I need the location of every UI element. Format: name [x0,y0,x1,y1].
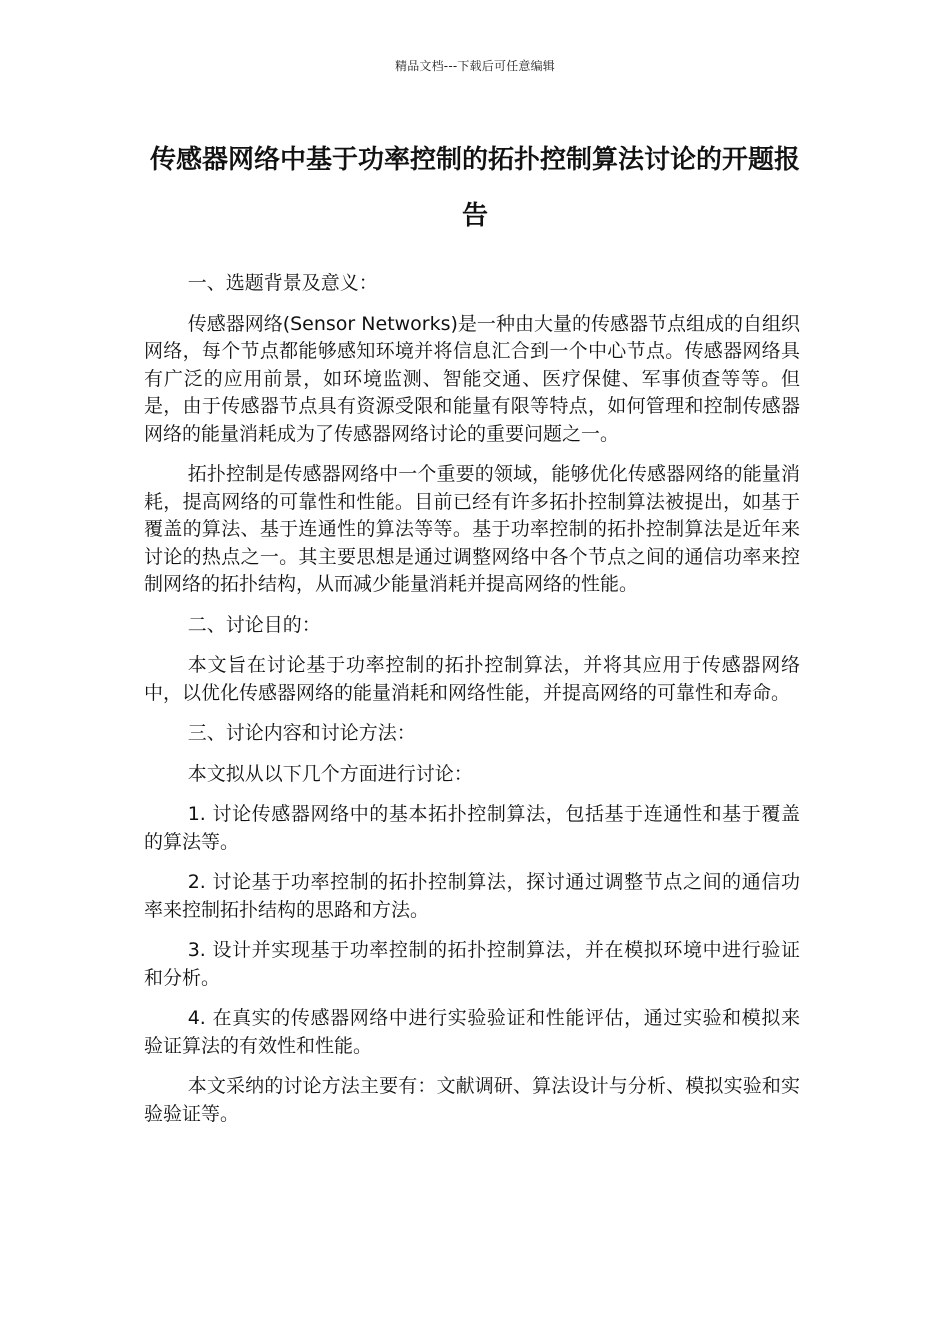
document-title: 传感器网络中基于功率控制的拓扑控制算法讨论的开题报告 [149,145,800,231]
document-body [144,270,800,1141]
paragraph-background-2: 拓扑控制是传感器网络中一个重要的领域，能够优化传感器网络的能量消耗，提高网络的可靠性和性能。目前已经有许多拓扑控制算法被提出，如基于覆盖的算法、基于连通性的算法等等。基于功率控制的拓扑控制算法是近年来讨论的热点之一。其主要思想是通过调整网络中各个节点之间的通信功率来控制网络的拓扑结构，从而减少能量消耗并提高网络的性能。 [144,463,800,595]
paragraph-methods: 本文采纳的讨论方法主要有：文献调研、算法设计与分析、模拟实验和实验验证等。 [144,1075,800,1125]
list-item-3: 3. 设计并实现基于功率控制的拓扑控制算法，并在模拟环境中进行验证和分析。 [144,939,800,989]
list-item-2: 2. 讨论基于功率控制的拓扑控制算法，探讨通过调整节点之间的通信功率来控制拓扑结构的思路和方法。 [144,871,800,921]
section-heading-content-methods: 三、讨论内容和讨论方法： [187,722,416,744]
section-heading-purpose: 二、讨论目的： [187,613,321,636]
paragraph-background-1: 传感器网络(Sensor Networks)是一种由大量的传感器节点组成的自组织网络，每个节点都能够感知环境并将信息汇合到一个中心节点。传感器网络具有广泛的应用前景，如环境监测、智能交通、医疗保健、军事侦查等等。但是，由于传感器节点具有资源受限和能量有限等特点，如何管理和控制传感器网络的能量消耗成为了传感器网络讨论的重要问题之一。 [144,312,800,445]
paragraph-content-intro: 本文拟从以下几个方面进行讨论： [187,762,473,785]
list-item-1: 1. 讨论传感器网络中的基本拓扑控制算法，包括基于连通性和基于覆盖的算法等。 [144,803,800,853]
header-note: 精品文档---下载后可任意编辑 [395,59,555,73]
paragraph-purpose: 本文旨在讨论基于功率控制的拓扑控制算法，并将其应用于传感器网络中，以优化传感器网络的能量消耗和网络性能，并提高网络的可靠性和寿命。 [144,654,800,704]
section-heading-background: 一、选题背景及意义： [187,272,378,294]
list-item-4: 4. 在真实的传感器网络中进行实验验证和性能评估，通过实验和模拟来验证算法的有效性和性能。 [144,1007,800,1057]
